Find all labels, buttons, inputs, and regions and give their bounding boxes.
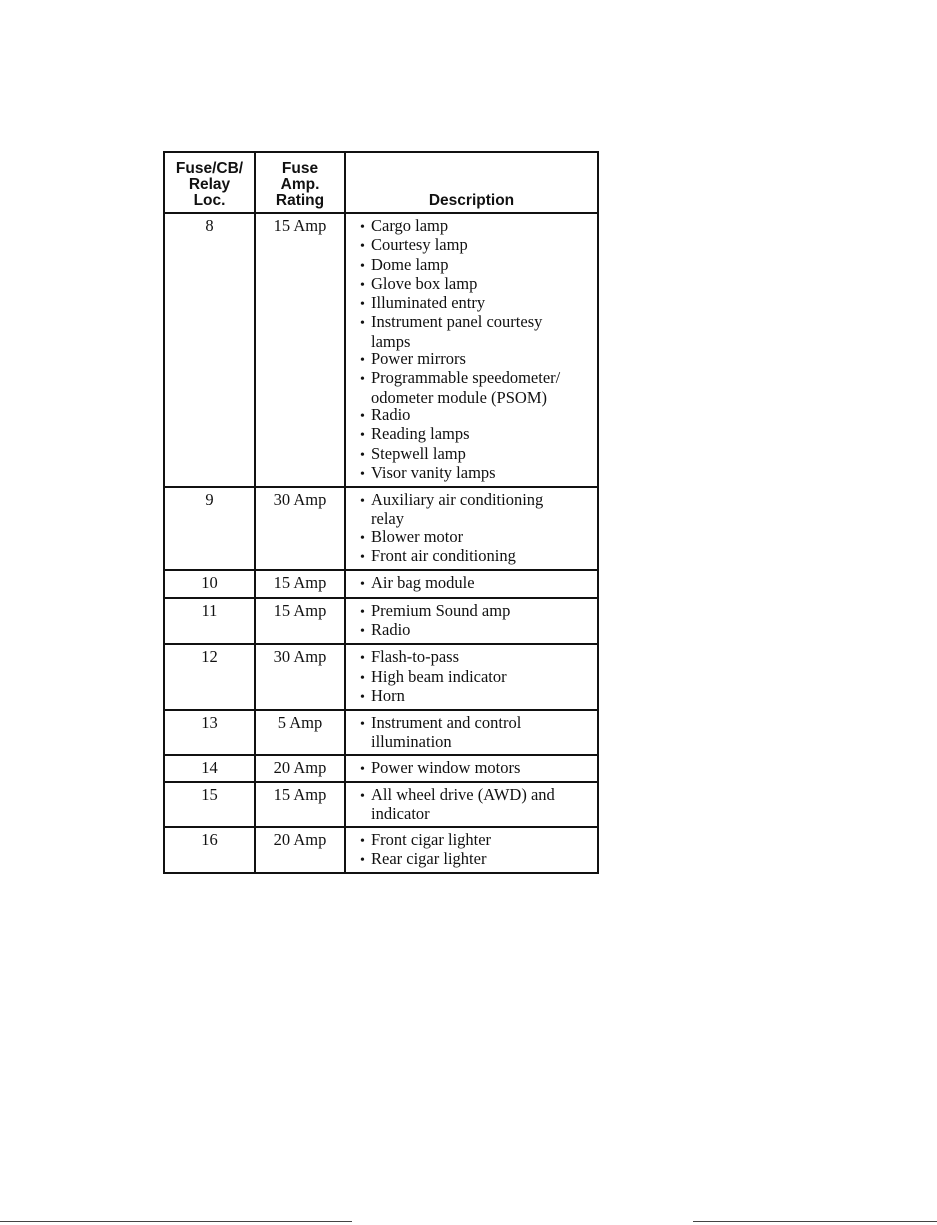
description-item: • Courtesy lamp	[360, 236, 597, 255]
description-item: • Rear cigar lighter	[360, 850, 597, 869]
description-list	[360, 786, 597, 823]
fuse-location: 8	[164, 213, 255, 487]
fuse-location: 12	[164, 644, 255, 710]
header-rating-line: Rating	[275, 192, 325, 209]
description-item: • Glove box lamp	[360, 275, 597, 294]
fuse-description	[345, 570, 598, 597]
description-item: • High beam indicator	[360, 668, 597, 687]
header-location-line: Relay	[188, 176, 231, 193]
fuse-location: 10	[164, 570, 255, 597]
description-list	[360, 602, 597, 641]
description-item: • Illuminated entry	[360, 294, 597, 313]
header-location	[164, 152, 255, 213]
description-item: • Premium Sound amp	[360, 602, 597, 621]
fuse-description	[345, 782, 598, 827]
description-item: • Stepwell lamp	[360, 445, 597, 464]
table-row	[164, 782, 598, 827]
description-item: • All wheel drive (AWD) and indicator	[360, 786, 597, 823]
scan-edge-line	[693, 1221, 937, 1222]
fuse-description	[345, 827, 598, 874]
description-item: • Air bag module	[360, 574, 597, 593]
fuse-rating: 15 Amp	[255, 570, 345, 597]
fuse-description	[345, 213, 598, 487]
fuse-location: 14	[164, 755, 255, 782]
fuse-rating: 20 Amp	[255, 827, 345, 874]
table-row	[164, 487, 598, 570]
description-item: • Instrument and control illumination	[360, 714, 597, 751]
fuse-rating: 30 Amp	[255, 487, 345, 570]
table-row	[164, 827, 598, 874]
fuse-location: 13	[164, 710, 255, 755]
table-row	[164, 570, 598, 597]
description-item: • Radio	[360, 406, 597, 425]
description-item: • Blower motor	[360, 528, 597, 547]
description-item: • Programmable speedometer/ odometer module (PSOM)	[360, 369, 597, 406]
table-row	[164, 710, 598, 755]
scan-edge-line	[0, 1221, 352, 1222]
fuse-description	[345, 598, 598, 645]
header-rating	[255, 152, 345, 213]
description-item: • Cargo lamp	[360, 217, 597, 236]
description-item: • Reading lamps	[360, 425, 597, 444]
header-rating-line: Fuse	[281, 160, 319, 177]
description-item: • Dome lamp	[360, 256, 597, 275]
fuse-location: 15	[164, 782, 255, 827]
description-list	[360, 574, 597, 593]
description-item: • Flash-to-pass	[360, 648, 597, 667]
description-item: • Horn	[360, 687, 597, 706]
fuse-rating: 15 Amp	[255, 782, 345, 827]
description-item: • Front air conditioning	[360, 547, 597, 566]
header-row	[164, 152, 598, 213]
description-item: • Power mirrors	[360, 350, 597, 369]
description-item: • Instrument panel courtesy lamps	[360, 313, 597, 350]
table-row	[164, 598, 598, 645]
header-location-line: Loc.	[193, 192, 226, 209]
fuse-description	[345, 644, 598, 710]
fuse-location: 11	[164, 598, 255, 645]
fuse-rating: 20 Amp	[255, 755, 345, 782]
fuse-description	[345, 487, 598, 570]
fuse-table-body	[164, 213, 598, 873]
table-row	[164, 644, 598, 710]
description-item: • Radio	[360, 621, 597, 640]
table-row	[164, 755, 598, 782]
description-item: • Visor vanity lamps	[360, 464, 597, 483]
description-list	[360, 491, 597, 566]
fuse-description	[345, 755, 598, 782]
fuse-rating: 5 Amp	[255, 710, 345, 755]
description-item: • Auxiliary air conditioning relay	[360, 491, 597, 528]
header-location-line: Fuse/CB/	[175, 160, 244, 177]
description-list	[360, 714, 597, 751]
description-list	[360, 217, 597, 483]
fuse-rating: 15 Amp	[255, 213, 345, 487]
description-list	[360, 648, 597, 706]
table-row	[164, 213, 598, 487]
fuse-location: 9	[164, 487, 255, 570]
description-list	[360, 831, 597, 870]
fuse-description	[345, 710, 598, 755]
description-item: • Power window motors	[360, 759, 597, 778]
header-description: Description	[345, 152, 598, 213]
fuse-rating: 30 Amp	[255, 644, 345, 710]
description-list	[360, 759, 597, 778]
fuse-location: 16	[164, 827, 255, 874]
header-rating-line: Amp.	[280, 176, 320, 193]
fuse-table	[163, 151, 599, 874]
description-item: • Front cigar lighter	[360, 831, 597, 850]
fuse-rating: 15 Amp	[255, 598, 345, 645]
